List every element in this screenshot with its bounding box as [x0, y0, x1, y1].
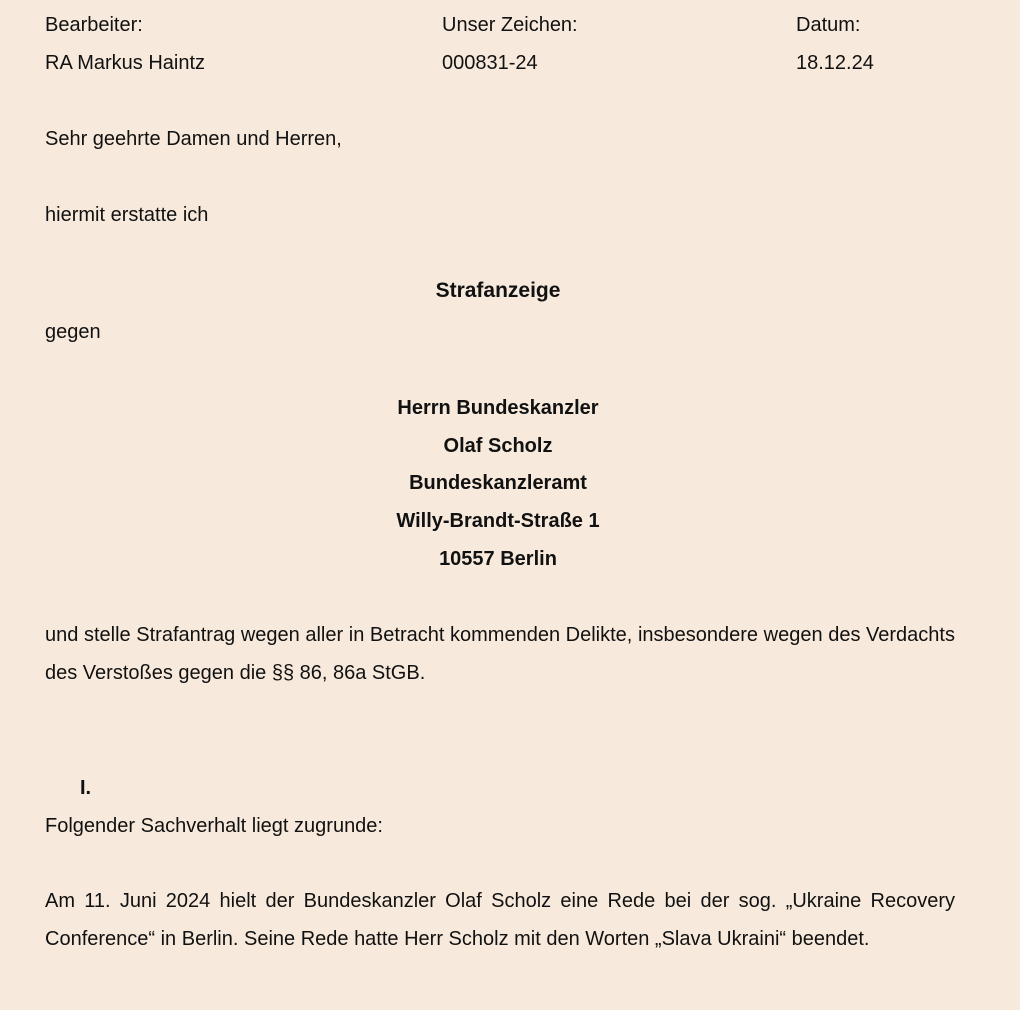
recipient-line-2: Olaf Scholz	[443, 435, 553, 457]
recipient-line-5: 10557 Berlin	[439, 548, 557, 570]
intro-text: hiermit erstatte ich	[45, 204, 209, 226]
date-label: Datum:	[796, 14, 861, 36]
against-text: gegen	[45, 321, 101, 343]
recipient-line-3: Bundeskanzleramt	[409, 472, 587, 494]
recipient-line-4: Willy-Brandt-Straße 1	[396, 510, 600, 532]
recipient-line-1: Herrn Bundeskanzler	[397, 397, 599, 419]
salutation: Sehr geehrte Damen und Herren,	[45, 128, 342, 150]
facts-paragraph: Am 11. Juni 2024 hielt der Bundeskanzler Olaf Scholz eine Rede bei der sog. „Ukraine Recovery Conference“ in Berlin. Seine Rede hatte Herr Scholz mit den Worten „Slava Ukraini“ beendet.	[45, 890, 955, 950]
section-intro: Folgender Sachverhalt liegt zugrunde:	[45, 815, 383, 837]
editor-value: RA Markus Haintz	[45, 52, 206, 74]
document-title: Strafanzeige	[435, 279, 561, 302]
date-value: 18.12.24	[796, 52, 874, 74]
editor-label: Bearbeiter:	[45, 14, 143, 36]
reference-value: 000831-24	[442, 52, 538, 74]
reference-label: Unser Zeichen:	[442, 14, 578, 36]
section-number: I.	[80, 777, 92, 799]
request-paragraph: und stelle Strafantrag wegen aller in Betracht kommenden Delikte, insbesondere wegen des Verdachts des Verstoßes gegen die §§ 86, 86a StGB.	[45, 624, 955, 684]
